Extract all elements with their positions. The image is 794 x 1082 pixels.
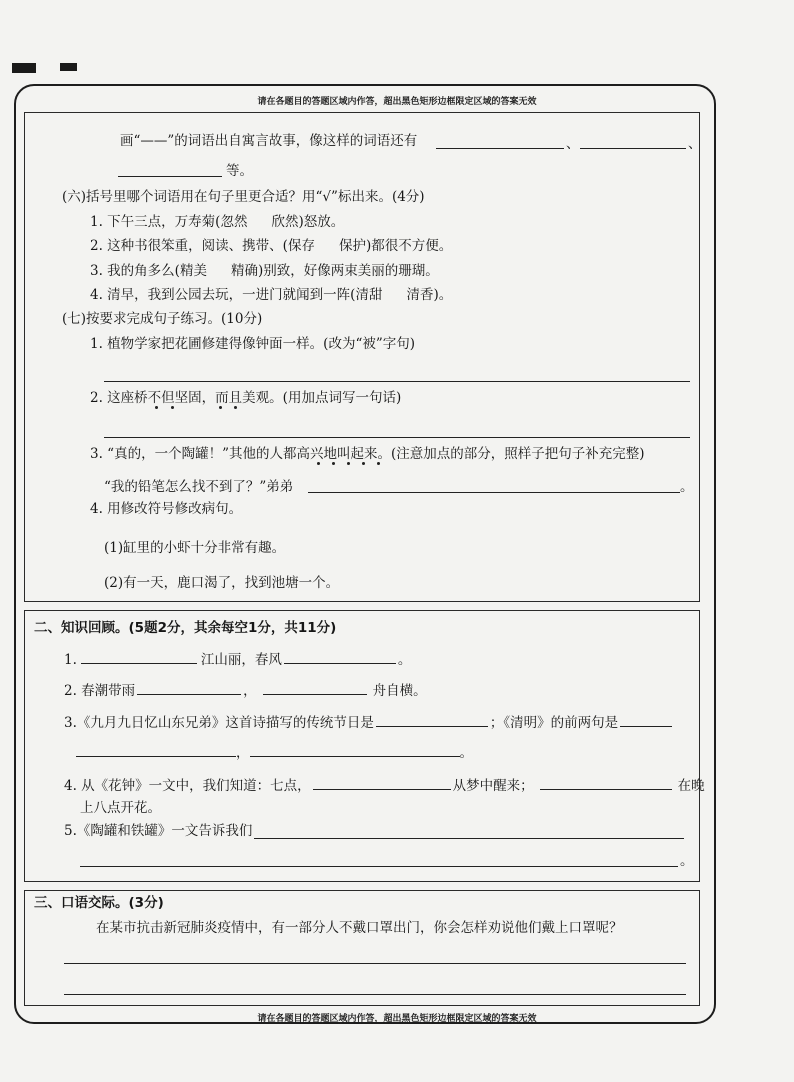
s2-q1-blank-2[interactable] [284, 651, 396, 664]
s3-answer-line-1[interactable] [64, 963, 686, 964]
q6-1-option-2[interactable]: 欣然 [271, 214, 299, 230]
q7-3: 3. “真的，一个陶罐！”其他的人都高兴地叫起来。(注意加点的部分，照样子把句子补充完整) [90, 446, 645, 462]
emphasis-dot [317, 462, 320, 465]
emphasis-dot [362, 462, 365, 465]
s2-q1-blank-1[interactable] [81, 651, 197, 664]
registration-mark-left [12, 63, 36, 73]
s2-q4-blank-1[interactable] [313, 777, 451, 790]
q6-4-option-1[interactable]: 清甜 [355, 287, 383, 303]
s3-answer-line-2[interactable] [64, 994, 686, 995]
footer-banner: 请在各题目的答题区域内作答，超出黑色矩形边框限定区域的答案无效 [257, 1014, 537, 1024]
emphasis-dot [171, 406, 174, 409]
header-banner: 请在各题目的答题区域内作答，超出黑色矩形边框限定区域的答案无效 [257, 97, 537, 107]
q7-4: 4. 用修改符号修改病句。 [90, 501, 243, 517]
s2-q4-line2: 上八点开花。 [80, 800, 161, 816]
section3-title: 三、口语交际。(3分) [34, 895, 164, 911]
s2-q2-blank-1[interactable] [137, 682, 241, 695]
emphasis-dot [347, 462, 350, 465]
q6-2-option-1[interactable]: 保存 [287, 238, 315, 254]
q7-3-sub-suffix: 。 [680, 479, 694, 495]
q6-2-option-2[interactable]: 保护 [338, 238, 366, 254]
q6-title: (六)括号里哪个词语用在句子里更合适？用“√”标出来。(4分) [62, 189, 425, 205]
q6-item-4: 4. 清早，我到公园去玩，一进门就闻到一阵(清甜 清香)。 [90, 287, 453, 303]
q6-item-2: 2. 这种书很笨重，阅读、携带、(保存 保护)都很不方便。 [90, 238, 453, 254]
s2-q3-blank-1[interactable] [376, 714, 488, 727]
idiom-line-2-suffix: 等。 [226, 163, 253, 179]
idiom-blank-3[interactable] [118, 176, 222, 177]
q7-1-answer-line[interactable] [104, 381, 690, 382]
q7-4-2: (2)有一天，鹿口渴了，找到池塘一个。 [104, 575, 340, 591]
s2-q3-line2: ， 。 [76, 744, 473, 761]
s2-q3-blank-2[interactable] [620, 714, 672, 727]
q6-1-option-1[interactable]: 忽然 [220, 214, 248, 230]
registration-mark-right [60, 63, 77, 71]
emphasis-dot [332, 462, 335, 465]
section2-title: 二、知识回顾。(5题2分，其余每空1分，共11分) [34, 620, 337, 636]
idiom-blank-2[interactable] [580, 148, 686, 149]
emphasis-dot [234, 406, 237, 409]
s2-q3: 3.《九月九日忆山东兄弟》这首诗描写的传统节日是 ；《清明》的前两句是 [64, 714, 674, 731]
idiom-blank-1[interactable] [436, 148, 564, 149]
s2-q4: 4. 从《花钟》一文中，我们知道：七点， 从梦中醒来； 在晚 [64, 778, 705, 794]
idiom-sep-1: 、 [566, 136, 580, 152]
q6-4-option-2[interactable]: 清香 [406, 287, 434, 303]
s2-q2-blank-2[interactable] [263, 682, 367, 695]
section3-question: 在某市抗击新冠肺炎疫情中，有一部分人不戴口罩出门，你会怎样劝说他们戴上口罩呢？ [96, 920, 623, 936]
q7-3-sub: “我的铅笔怎么找不到了？”弟弟 [104, 479, 294, 495]
idiom-sep-2: 、 [688, 136, 702, 152]
s2-q4-blank-2[interactable] [540, 777, 672, 790]
s2-q5-end: 。 [680, 853, 694, 869]
q7-2: 2. 这座桥不但坚固，而且美观。(用加点词写一句话) [90, 390, 402, 406]
q6-3-option-1[interactable]: 精美 [179, 263, 207, 279]
idiom-line-1: 画“——”的词语出自寓言故事，像这样的词语还有 [120, 133, 418, 149]
emphasis-dot [377, 462, 380, 465]
q7-3-answer-line[interactable] [308, 492, 680, 493]
s2-q3-blank-4[interactable] [250, 744, 460, 757]
q7-4-1: (1)缸里的小虾十分非常有趣。 [104, 540, 286, 556]
s2-q3-blank-3[interactable] [76, 744, 236, 757]
q7-2-answer-line[interactable] [104, 437, 690, 438]
s2-q2: 2. 春潮带雨 ， 舟自横。 [64, 683, 427, 699]
emphasis-dot [219, 406, 222, 409]
q6-3-option-2[interactable]: 精确 [230, 263, 258, 279]
s2-q5: 5.《陶罐和铁罐》一文告诉我们 [64, 823, 253, 839]
section1-box [24, 112, 700, 602]
q7-1: 1. 植物学家把花圃修建得像钟面一样。(改为“被”字句) [90, 336, 416, 352]
q6-item-1: 1. 下午三点，万寿菊(忽然 欣然)怒放。 [90, 214, 345, 230]
s2-q5-answer-line-2[interactable] [80, 866, 678, 867]
s2-q1: 1. 江山丽，春风 。 [64, 652, 412, 668]
q7-title: (七)按要求完成句子练习。(10分) [62, 311, 263, 327]
q6-item-3: 3. 我的角多么(精美 精确)别致，好像两束美丽的珊瑚。 [90, 263, 439, 279]
s2-q5-answer-line-1[interactable] [254, 838, 684, 839]
emphasis-dot [155, 406, 158, 409]
